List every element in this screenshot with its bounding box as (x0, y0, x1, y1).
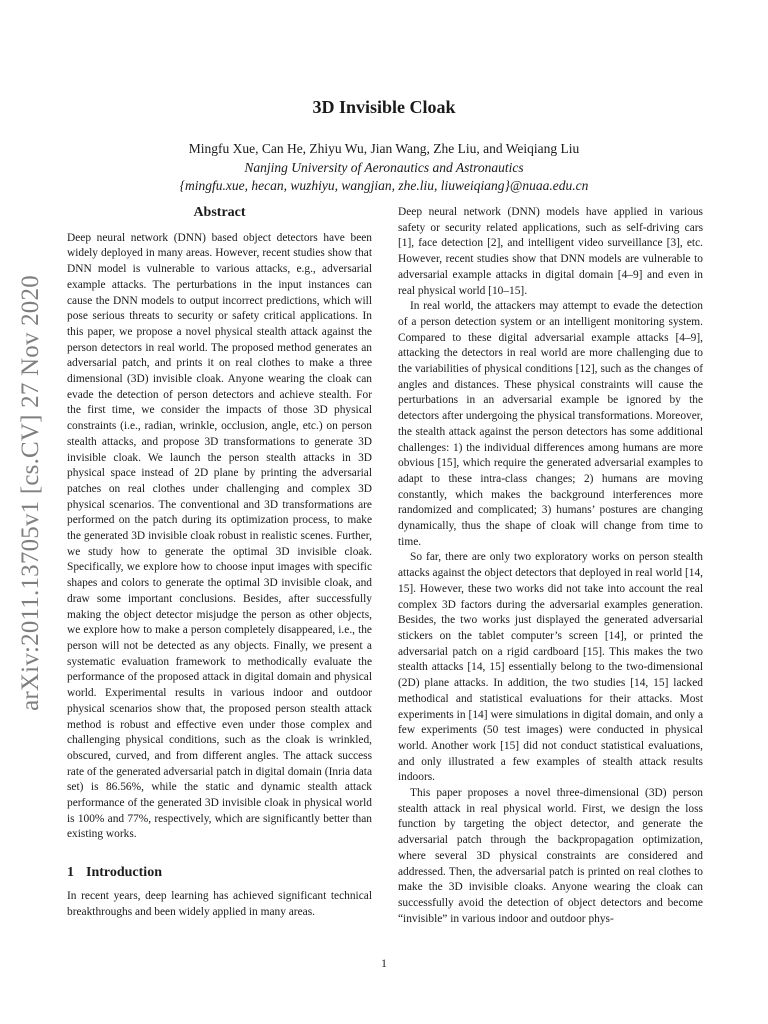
intro-paragraph-3: So far, there are only two exploratory works on person stealth attacks against the object detectors that deployed in real world [14, 15]. However, these two works did not take into account the real complex 3D factors during the adversarial examples generation. Besides, the two works just displayed the generated adversarial stickers on the tablet computer’s screen [14], or printed the adversarial patch on a rigid cardboard [15]. This makes the two stealth attacks [14, 15] essentially belong to the two-dimensional (2D) plane attacks. In addition, the two studies [14, 15] lacked methodical and statistical evaluations for their attacks. Most experiments in [14] were simulations in digital domain, and only a few experiments (50 test images) were conducted in physical world. Another work [15] did not conduct statistical evaluations, and only illustrated a few examples of stealth attack results indoors. (398, 551, 703, 784)
intro-paragraph-1: Deep neural network (DNN) models have applied in various safety or security related applications, such as self-driving cars [1], face detection [2], and intelligent video surveillance [3], etc. However, recent studies show that DNN models are vulnerable to adversarial example attacks in digital domain [4–9] and even in real physical world [10–15]. (398, 206, 703, 297)
paper-title: 3D Invisible Cloak (312, 97, 456, 117)
arxiv-sidebar-stamp (14, 250, 48, 736)
section-number: 1 (67, 865, 74, 881)
section-heading-introduction (67, 865, 372, 881)
arxiv-identifier: arXiv:2011.13705v1 [cs.CV] 27 Nov 2020 (17, 275, 44, 711)
author-emails: {mingfu.xue, hecan, wuzhiyu, wangjian, zhe.liu, liuweiqiang}@nuaa.edu.cn (179, 178, 589, 193)
abstract-heading: Abstract (193, 205, 246, 220)
affiliation: Nanjing University of Aeronautics and Astronautics (244, 159, 524, 175)
section-title: Introduction (86, 865, 162, 881)
author-list: Mingfu Xue, Can He, Zhiyu Wu, Jian Wang, Zhe Liu, and Weiqiang Liu (188, 141, 580, 156)
abstract-text: Deep neural network (DNN) based object detectors have been widely deployed in many areas. However, recent studies show that DNN model is vulnerable to various attacks, e.g., adversarial example attacks. The perturbations in the input instances can cause the DNN models to output incorrect predictions, which will pose serious threats to security or safety critical applications. In this paper, we propose a novel physical stealth attack against the person detectors in real world. The proposed method generates an adversarial patch, and prints it on real clothes to make a three dimensional (3D) invisible cloak. Anyone wearing the cloak can evade the detection of person detectors and achieve stealth. For the first time, we consider the impacts of those 3D physical constraints (i.e., radian, wrinkle, occlusion, angle, etc.) on person stealth attacks, and propose 3D transformations to generate 3D invisible cloak. We launch the person stealth attacks in 3D physical space instead of 2D plane by printing the adversarial patches on real clothes under challenging and complex 3D physical scenarios. The conventional and 3D transformations are performed on the patch during its optimization process, to make the generated 3D invisible cloak robust in realistic scenes. Further, we study how to generate the optimal 3D invisible cloak. Specifically, we explore how to choose input images with specific shapes and colors to generate the optimal 3D invisible cloak, and draw some important conclusions. Besides, after successfully making the object detector misjudge the person as other objects, we explore how to make a person completely disappeared, i.e., the person will not be detected as any objects. Finally, we present a systematic evaluation framework to methodically evaluate the performance of the proposed attack in digital domain and physical world. Experimental results in various indoor and outdoor physical scenarios show that, the proposed person stealth attack method is robust and effective even under those complex and challenging physical conditions, such as the cloak is wrinkled, obscured, curved, and from different angles. The attack success rate of the generated adversarial patch in digital domain (Inria data set) is 86.56%, while the static and dynamic stealth attack performance of the generated 3D invisible cloak in physical world is 100% and 77%, respectively, which are significantly better than existing works. (67, 231, 372, 841)
author-block (0, 140, 768, 196)
intro-paragraph-2: In real world, the attackers may attempt to evade the detection of a person detection system or an intelligent monitoring system. Compared to these digital adversarial example attacks [4–9], attacking the detectors in real world are more challenging due to the variabilities of physical conditions [12], such as the changes of angles and distances. These physical constraints will cause the perturbations in an adversarial example be ignored by the detectors after undergoing the physical transformations. Moreover, the stealth attack against the person detectors has some additional challenges: 1) the individual differences among humans are more obvious [15], which require the generated adversarial examples to adapt to these intra-class changes; 2) humans are moving constantly, which makes the background interferences more randomized and complicated; 3) humans’ postures are changing dynamically, thus the shape of cloak will change from time to time. (398, 300, 703, 548)
intro-paragraph-start: In recent years, deep learning has achieved significant technical breakthroughs and been widely applied in many areas. (67, 889, 372, 918)
page-number: 1 (381, 958, 387, 970)
intro-paragraph-4: This paper proposes a novel three-dimensional (3D) person stealth attack in real physical world. First, we design the loss function by targeting the object detector, and generate the adversarial patch through the backpropagation optimization, where several 3D physical constraints are considered and addressed. Then, the adversarial patch is printed on real clothes to make the 3D invisible cloaks. Anyone wearing the cloak can successfully avoid the detection of object detectors and become “invisible” in various indoor and outdoor phys- (398, 787, 703, 925)
right-column (398, 205, 703, 927)
left-column (67, 205, 372, 920)
